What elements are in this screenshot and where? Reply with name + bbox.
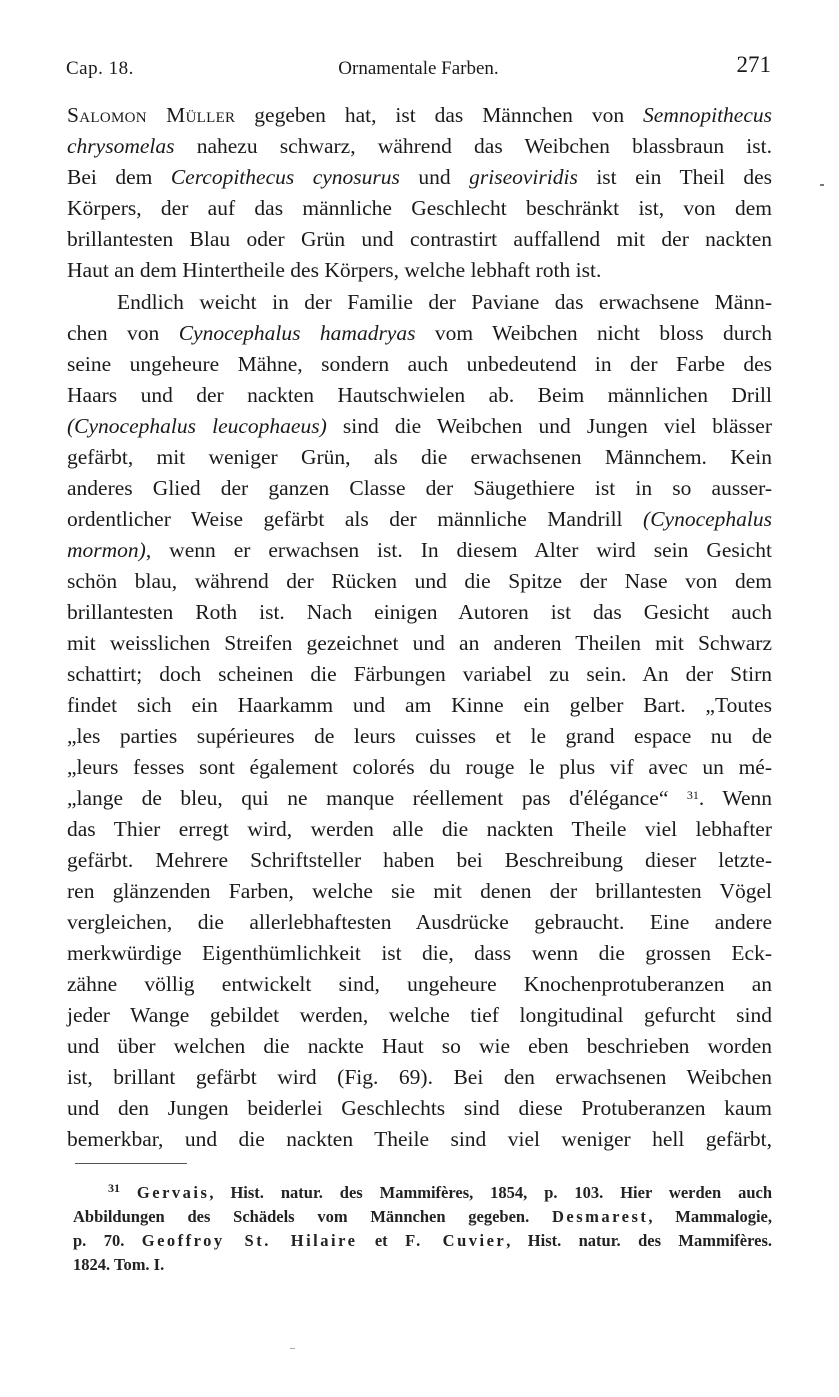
text-run: . Wenn [698,786,772,810]
text-run: , Mammalogie, [648,1207,772,1226]
text-line: ist, brillant gefärbt wird (Fig. 69). Bei den erwachsenen Weibchen [67,1065,772,1089]
scan-speck [290,1348,295,1349]
species-name: Cynocephalus hamadryas [178,321,416,345]
text-line: schön blau, während der Rücken und die Spitze der Nase von dem [67,569,772,593]
text-line: merkwürdige Eigenthümlichkeit ist die, dass wenn die grossen Eck- [67,941,772,965]
author-name: Desmarest [552,1207,649,1226]
text-run: , wenn er erwachsen ist. In diesem Alter wird sein Gesicht [145,538,772,562]
text-run: „lange de bleu, qui ne manque réellement pas d'élégance“ [67,786,687,810]
author-name: Salomon Müller [67,103,236,127]
footnote-marker: 31 [108,1181,120,1195]
text-line: „leurs fesses sont également colorés du rouge le plus vif avec un mé- [67,755,772,779]
text-line: „les parties supérieures de leurs cuisses et le grand espace nu de [67,724,772,748]
text-line: und über welchen die nackte Haut so wie eben beschrieben worden [67,1034,772,1058]
running-header [66,52,771,86]
footnote-reference: 31 [686,788,699,802]
species-name: (Cynocephalus leucophaeus) [67,414,327,438]
text-line: bemerkbar, und die nackten Theile sind viel weniger hell gefärbt, [67,1127,772,1151]
text-line: anderes Glied der ganzen Classe der Säugethiere ist in so ausser- [67,476,772,500]
text-line [67,131,772,161]
chapter-label: Cap. 18. [66,58,134,79]
text-line [67,100,772,130]
text-line: mit weisslichen Streifen gezeichnet und an anderen Theilen mit Schwarz [67,631,772,655]
species-name: Semnopithecus [643,103,772,127]
text-line: ren glänzenden Farben, welche sie mit denen der brillantesten Vögel [67,879,772,903]
species-name: mormon) [67,538,146,562]
text-run: nahezu schwarz, während das Weibchen blassbraun ist. [174,134,772,158]
author-name: Gervais [136,1183,210,1202]
text-run: vom Weibchen nicht bloss durch [415,321,772,345]
text-line: gefärbt, mit weniger Grün, als die erwachsenen Männchem. Kein [67,445,772,469]
text-line: Körpers, der auf das männliche Geschlecht beschränkt ist, von dem [67,196,772,220]
text-run: Bei dem [67,165,171,189]
species-name: (Cynocephalus [643,507,772,531]
text-line [67,504,772,534]
text-line: Haut an dem Hintertheile des Körpers, welche lebhaft roth ist. [67,258,602,282]
text-run: und [399,165,470,189]
author-name: Geoffroy St. Hilaire [141,1231,358,1250]
footnote-divider [75,1163,187,1164]
footnote-line [73,1229,772,1253]
footnote-line: 1824. Tom. I. [73,1255,165,1274]
text-line: vergleichen, die allerlebhaftesten Ausdrücke gebraucht. Eine andere [67,910,772,934]
text-run: chen von [67,321,179,345]
text-run: sind die Weibchen und Jungen viel blässer [326,414,772,438]
text-run: et [357,1231,406,1250]
footnote-line [108,1181,772,1205]
text-line [67,411,772,441]
text-line: Haars und der nackten Hautschwielen ab. Beim männlichen Drill [67,383,772,407]
text-run: p. 70. [73,1231,142,1250]
text-line [67,783,772,813]
text-line: Endlich weicht in der Familie der Paviane das erwachsene Männ- [117,290,772,314]
text-line: brillantesten Roth ist. Nach einigen Autoren ist das Gesicht auch [67,600,772,624]
author-name: F. Cuvier [405,1231,507,1250]
text-line: schattirt; doch scheinen die Färbungen variabel zu sein. An der Stirn [67,662,772,686]
text-run: Abbildungen des Schädels vom Männchen gegeben. [73,1207,552,1226]
text-line: seine ungeheure Mähne, sondern auch unbedeutend in der Farbe des [67,352,772,376]
text-run: ist ein Theil des [577,165,772,189]
text-line: das Thier erregt wird, werden alle die nackten Theile viel lebhafter [67,817,772,841]
text-run: , Hist. natur. des Mammifères. [506,1231,772,1250]
footnote-line [73,1205,772,1229]
species-name: griseoviridis [469,165,578,189]
species-name: chrysomelas [67,134,175,158]
running-title: Ornamentale Farben. [338,58,499,79]
text-line [67,535,772,565]
text-line: zähne völlig entwickelt sind, ungeheure Knochenprotuberanzen an [67,972,772,996]
text-line [67,162,772,192]
text-line: gefärbt. Mehrere Schriftsteller haben bei Beschreibung dieser letzte- [67,848,772,872]
text-run: ordentlicher Weise gefärbt als der männliche Mandrill [67,507,644,531]
text-line: jeder Wange gebildet werden, welche tief longitudinal gefurcht sind [67,1003,772,1027]
species-name: Cercopithecus cynosurus [170,165,400,189]
text-line: und den Jungen beiderlei Geschlechts sind diese Protuberanzen kaum [67,1096,772,1120]
text-line: findet sich ein Haarkamm und am Kinne ein gelber Bart. „Toutes [67,693,772,717]
text-run: gegeben hat, ist das Männchen von [235,103,644,127]
text-line: brillantesten Blau oder Grün und contrastirt auffallend mit der nackten [67,227,772,251]
scan-speck [820,184,824,186]
text-line [67,318,772,348]
text-run: , Hist. natur. des Mammifères, 1854, p. 103. Hier werden auch [209,1183,772,1202]
page-number: 271 [736,52,771,77]
